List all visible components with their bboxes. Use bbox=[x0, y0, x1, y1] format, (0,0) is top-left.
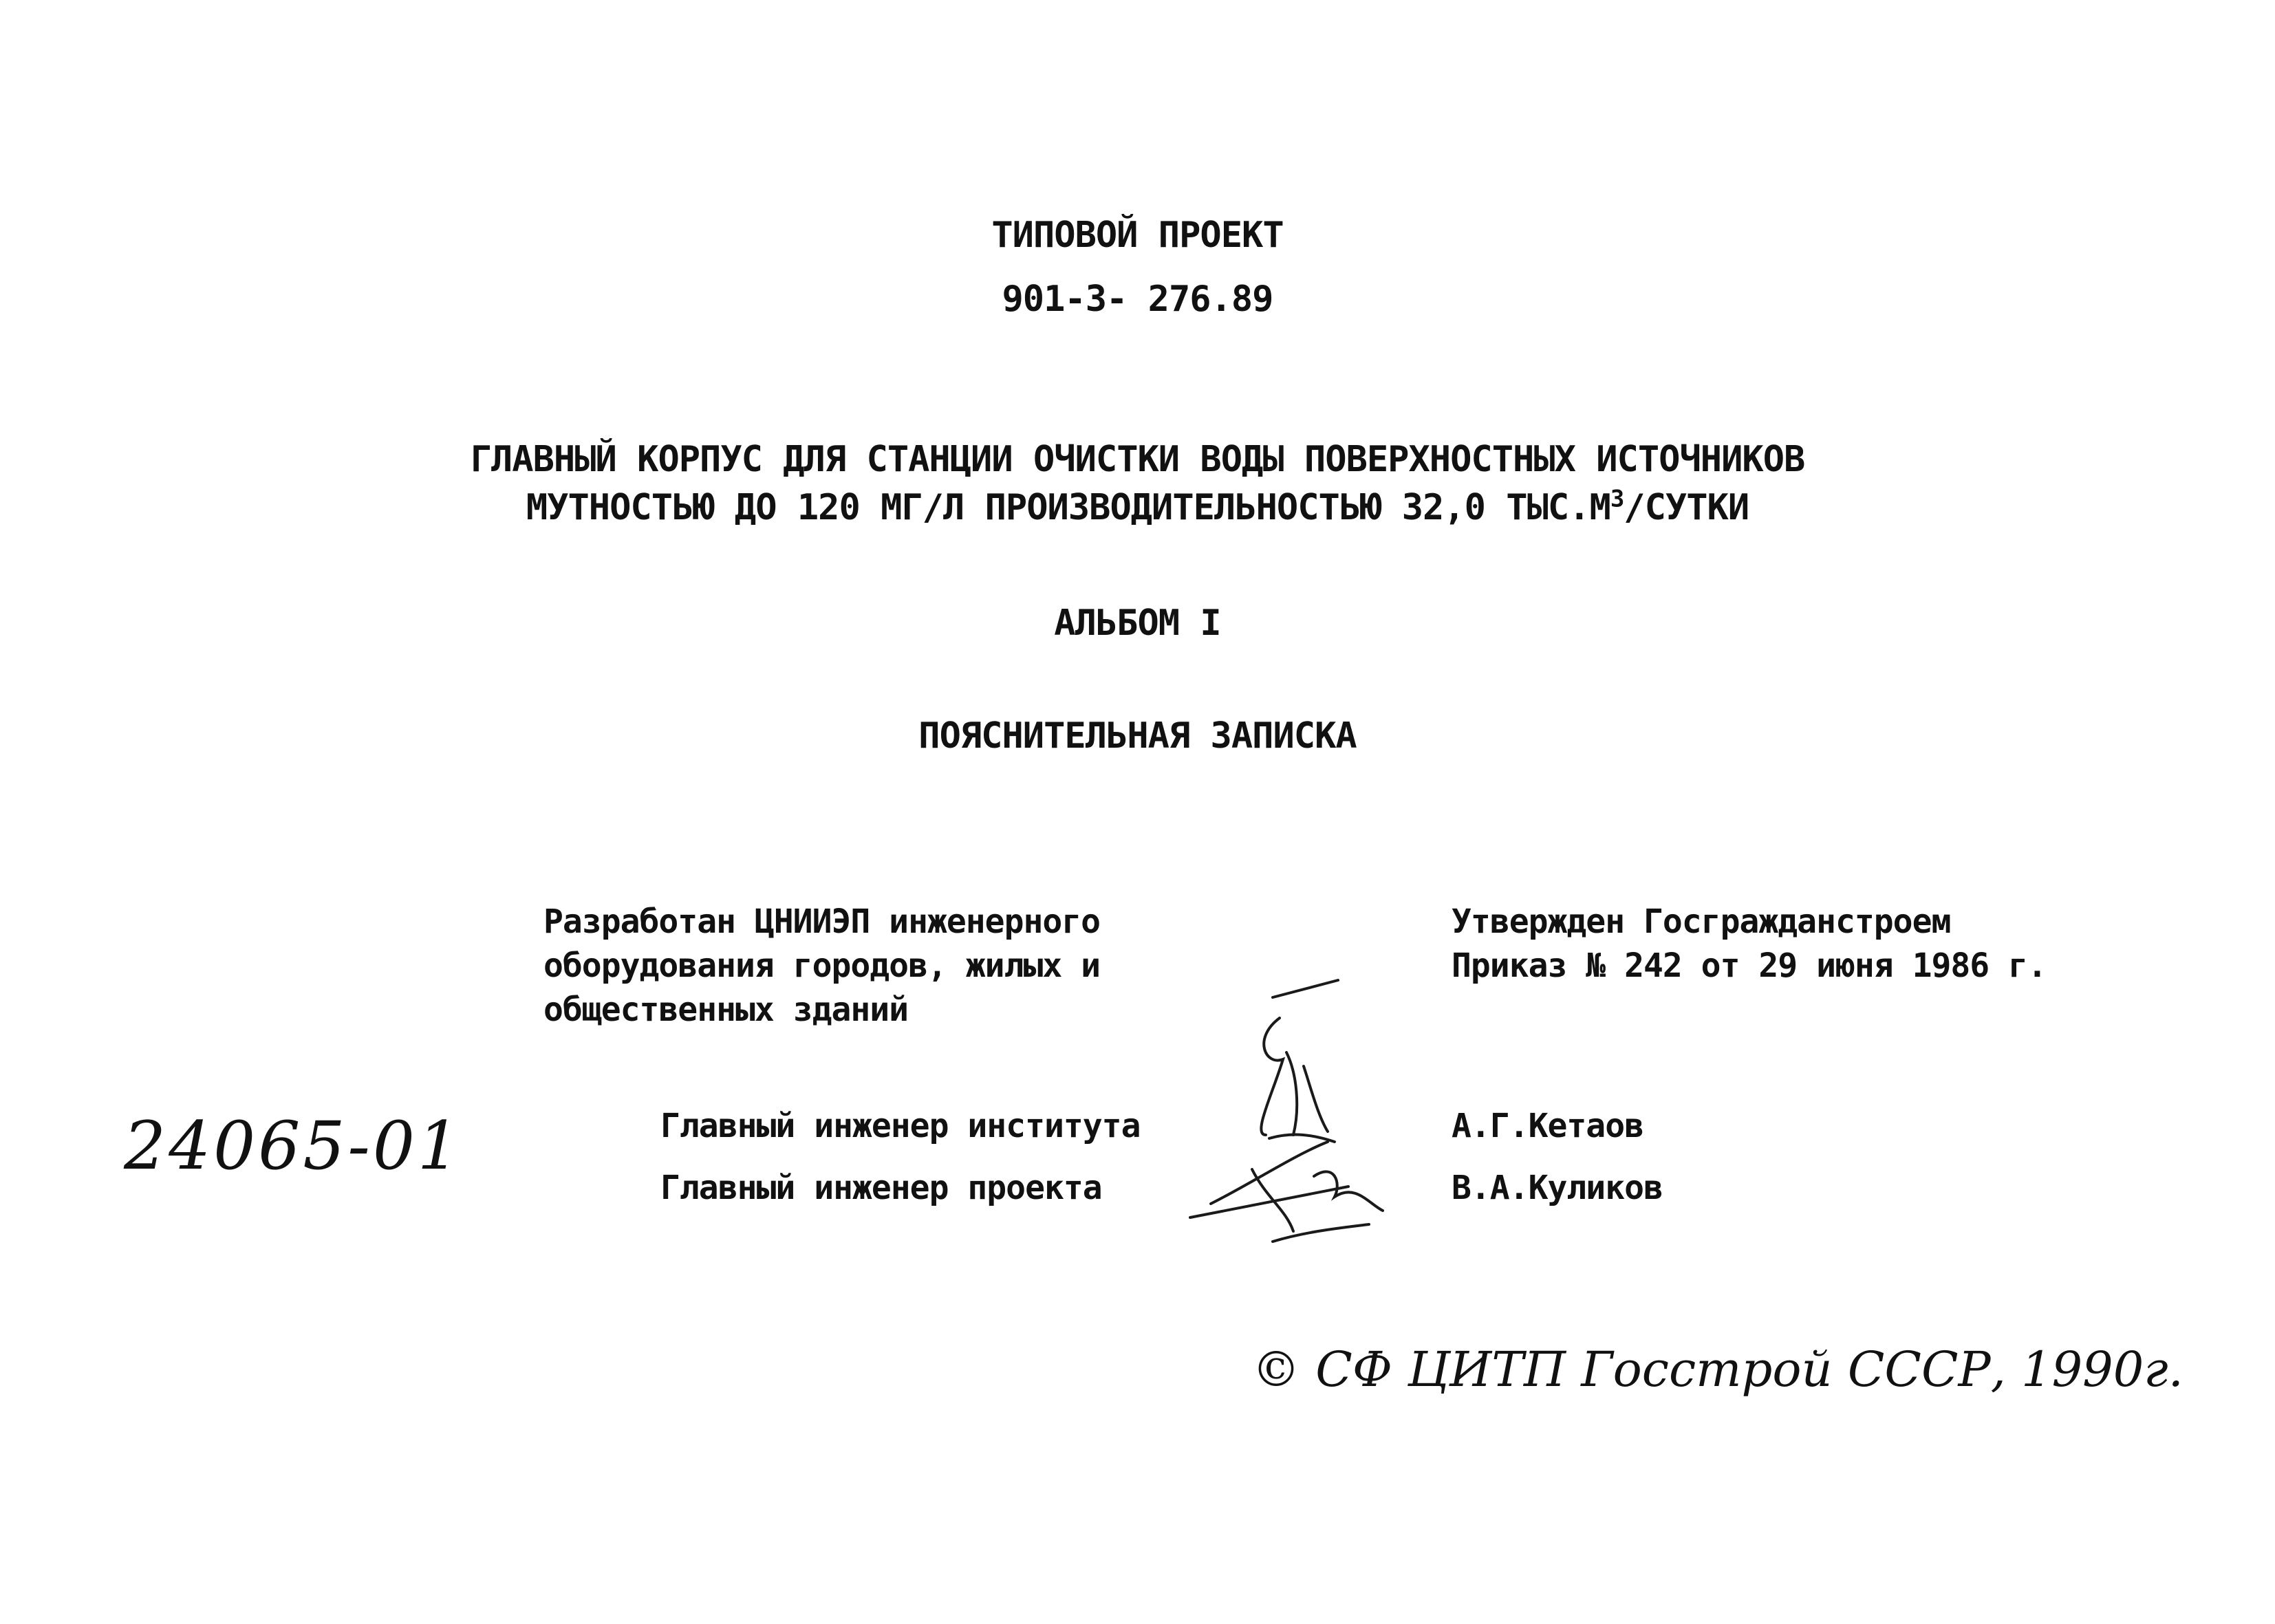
copyright-line bbox=[1252, 1341, 2184, 1398]
album-label: АЛЬБОМ I bbox=[1054, 603, 1221, 644]
title-line-1: ГЛАВНЫЙ КОРПУС ДЛЯ СТАНЦИИ ОЧИСТКИ ВОДЫ ПОВЕРХНОСТНЫХ ИСТОЧНИКОВ bbox=[470, 439, 1805, 480]
approval-line-1: Утвержден Госгражданстроем bbox=[1452, 902, 1951, 941]
inventory-number: 24065-01 bbox=[124, 1107, 462, 1184]
signature-name-2: В.А.Куликов bbox=[1452, 1169, 1663, 1207]
developer-line-2: оборудования городов, жилых и bbox=[543, 946, 1101, 985]
title-line-2 bbox=[0, 487, 2275, 528]
approval-line-2: Приказ № 242 от 29 июня 1986 г. bbox=[1452, 946, 2047, 985]
copyright-icon: © bbox=[1252, 1341, 1300, 1398]
section-title: ПОЯСНИТЕЛЬНАЯ ЗАПИСКА bbox=[918, 715, 1357, 757]
developer-line-1: Разработан ЦНИИЭП инженерного bbox=[543, 902, 1101, 941]
project-type: ТИПОВОЙ ПРОЕКТ bbox=[991, 215, 1284, 256]
approval-block bbox=[1452, 900, 2047, 988]
copyright-text: СФ ЦИТП Госстрой СССР, 1990г. bbox=[1315, 1341, 2184, 1398]
cubic-superscript: 3 bbox=[1610, 485, 1624, 513]
signature-name-1: А.Г.Кетаов bbox=[1452, 1107, 1643, 1145]
signature-marks bbox=[1169, 977, 1403, 1268]
project-number: 901-3- 276.89 bbox=[1002, 279, 1273, 320]
handwritten-signatures-icon bbox=[1169, 977, 1403, 1266]
title-line-2-unit: /СУТКИ bbox=[1624, 487, 1749, 528]
title-line-2-main: МУТНОСТЬЮ ДО 120 МГ/Л ПРОИЗВОДИТЕЛЬНОСТЬЮ 32,0 ТЫС.М bbox=[526, 487, 1610, 528]
developer-line-3: общественных зданий bbox=[543, 990, 909, 1029]
signature-role-2: Главный инженер проекта bbox=[660, 1169, 1102, 1207]
signature-role-1: Главный инженер института bbox=[660, 1107, 1141, 1145]
developer-block bbox=[543, 900, 1100, 1032]
